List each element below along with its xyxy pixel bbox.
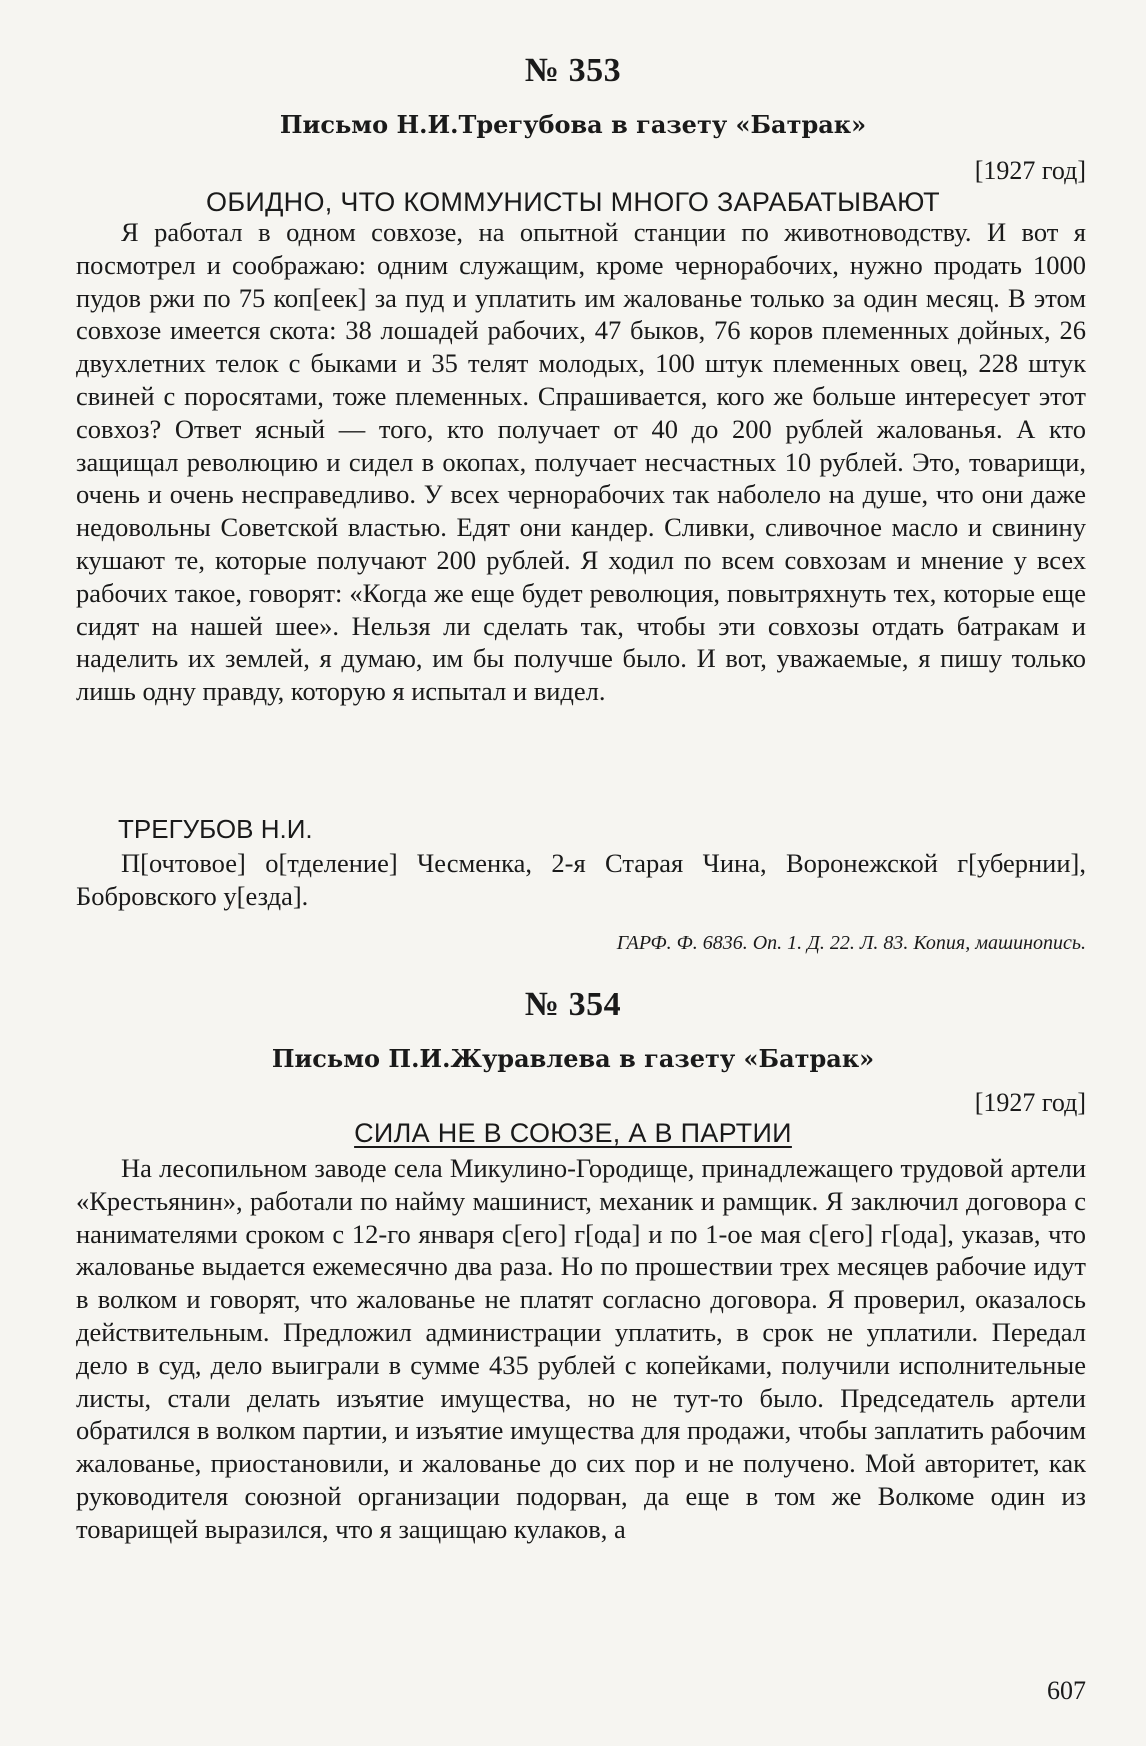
letter-title — [0, 1118, 1146, 1149]
letter-title: ОБИДНО, ЧТО КОММУНИСТЫ МНОГО ЗАРАБАТЫВАЮТ — [206, 187, 940, 217]
page-number: 607 — [1047, 1676, 1086, 1705]
document-heading: Письмо Н.И.Трегубова в газету «Батрак» — [279, 110, 867, 139]
document-heading: Письмо П.И.Журавлева в газету «Батрак» — [271, 1044, 875, 1073]
document-date: [1927 год] — [974, 1088, 1086, 1117]
document-date: [1927 год] — [974, 156, 1086, 185]
document-number: № 353 — [524, 52, 622, 89]
letter-body: На лесопильном заводе села Микулино-Городище, принадлежащего трудовой артели «Крестьянин», работали по найму машинист, механик и рамщик. Я заключил договора с нанимателями сроком с 12-го января с[его] г[ода] и по 1-ое мая с[его] г[ода], указав, что жалованье выдается ежемесячно два раза. Но по прошествии трех месяцев рабочие идут в волком и говорят, что жалованье не платят согласно договора. Я проверил, оказалось действительным. Предложил администрации уплатить, в срок не уплатили. Передал дело в суд, дело выиграли в сумме 435 рублей с копейками, получили исполнительные листы, стали делать изъятие имущества, но не тут-то было. Председатель артели обратился в волком партии, и изъятие имущества для продажи, чтобы заплатить рабочим жалованье, приостановили, и жалованье до сих пор и не получено. Мой авторитет, как руководителя союзной организации подорван, да еще в том же Волкоме один из товарищей выразился, что я защищаю кулаков, а — [76, 1153, 1086, 1544]
letter-signature: ТРЕГУБОВ Н.И. — [118, 814, 313, 844]
letter-body: Я работал в одном совхозе, на опытной станции по животноводству. И вот я посмотрел и соображаю: одним служащим, кроме чернорабочих, нужно продать 1000 пудов ржи по 75 коп[еек] за пуд и уплатить им жалованье только за один месяц. В этом совхозе имеется скота: 38 лошадей рабочих, 47 быков, 76 коров племенных дойных, 26 двухлетних телок с быками и 35 телят молодых, 100 штук племенных овец, 228 штук свиней с поросятами, тоже племенных. Спрашивается, кого же больше интересует этот совхоз? Ответ ясный — того, кто получает от 40 до 200 рублей жалованья. А кто защищал революцию и сидел в окопах, получает несчастных 10 рублей. Это, товарищи, очень и очень несправедливо. У всех чернорабочих так наболело на душе, что они даже недовольны Советской властью. Едят они кандер. Сливки, сливочное масло и свинину кушают те, которые получают 200 рублей. Я ходил по всем совхозам и мнение у всех рабочих такое, говорят: «Когда же еще будет революция, повытряхнуть тех, которые еще сидят на нашей шее». Нельзя ли сделать так, чтобы эти совхозы отдать батракам и наделить их землей, я думаю, им бы получше было. И вот, уважаемые, я пишу только лишь одну правду, которую я испытал и видел. — [76, 217, 1086, 707]
archive-source: ГАРФ. Ф. 6836. Оп. 1. Д. 22. Л. 83. Копия, машинопись. — [616, 932, 1086, 954]
letter-title-text: СИЛА НЕ В СОЮЗЕ, А В ПАРТИИ — [354, 1118, 792, 1148]
postal-address: П[очтовое] о[тделение] Чесменка, 2-я Старая Чина, Воронежской г[убернии], Бобровского у[езда]. — [76, 848, 1086, 911]
document-number: № 354 — [524, 986, 622, 1023]
